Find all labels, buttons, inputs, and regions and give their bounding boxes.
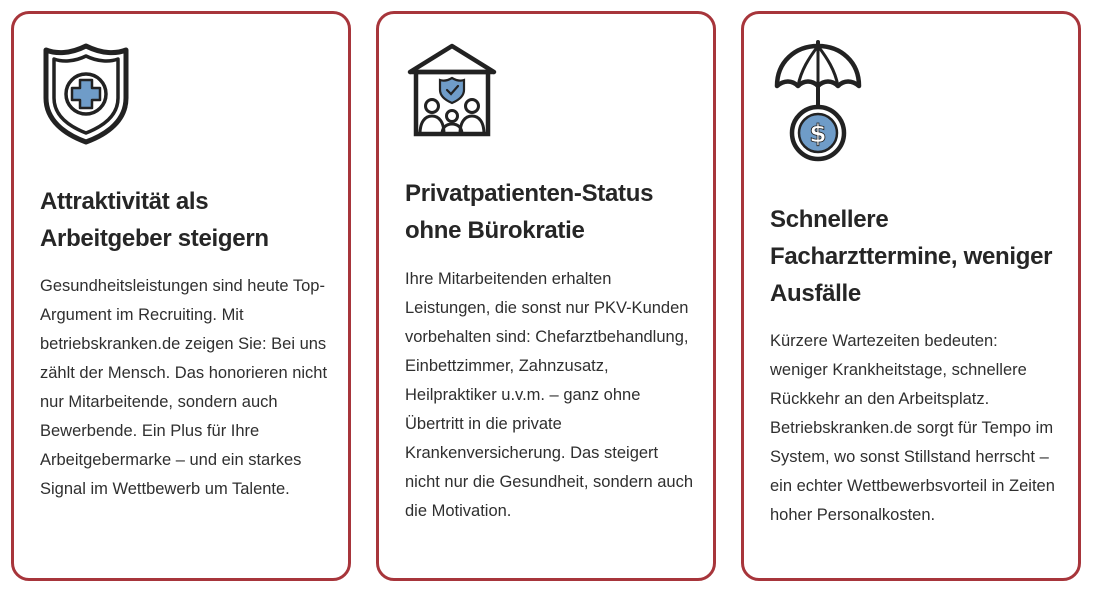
card-text: Gesundheitsleistungen sind heute Top-Argument im Recruiting. Mit betriebskranken.de zeigen Sie: Bei uns zählt der Mensch. Das honorieren nicht nur Mitarbeitende, sondern auch Bewerbende. Ein Plus für Ihre Arbeitgebermarke – und ein starkes Signal im Wettbewerb um Talente. bbox=[40, 277, 328, 498]
feature-card-private-patient-status bbox=[376, 11, 716, 581]
umbrella-dollar-icon bbox=[771, 40, 865, 162]
card-title: Attraktivität als Arbeitgeber steigern bbox=[40, 188, 269, 252]
card-text: Ihre Mitarbeitenden erhalten Leistungen, die sonst nur PKV-Kunden vorbehalten sind: Chefarztbehandlung, Einbettzimmer, Zahnzusatz, Heilpraktiker u.v.m. – ganz ohne Übertritt in die private Krankenversicherung. Das steigert nicht nur die Gesundheit, sondern auch die Motivation. bbox=[405, 270, 694, 520]
card-text: Kürzere Wartezeiten bedeuten: weniger Krankheitstage, schnellere Rückkehr an den Arbeitsplatz. Betriebskranken.de sorgt für Tempo im System, wo sonst Stillstand herrscht – ein echter Wettbewerbsvorteil in Zeiten hoher Personalkosten. bbox=[770, 332, 1055, 524]
shield-cross-icon bbox=[40, 42, 132, 146]
feature-card-employer-attractiveness bbox=[11, 11, 351, 581]
svg-text:$: $ bbox=[809, 119, 827, 148]
feature-card-faster-appointments bbox=[741, 11, 1081, 581]
card-title: Privatpatienten-Status ohne Bürokratie bbox=[405, 180, 654, 244]
card-title: Schnellere Facharzttermine, weniger Ausfälle bbox=[770, 206, 1053, 307]
house-family-shield-icon bbox=[406, 42, 498, 138]
